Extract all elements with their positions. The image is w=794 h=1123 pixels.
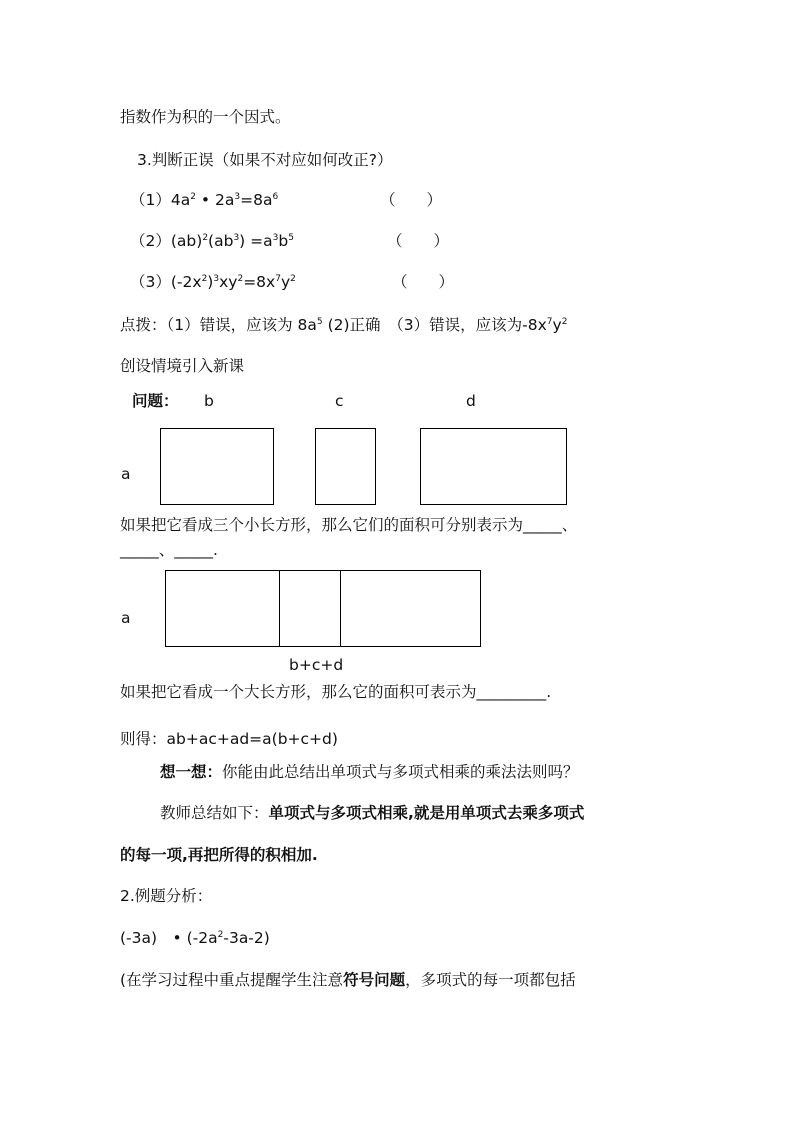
result-line: 则得：ab+ac+ad=a(b+c+d) [120,730,338,748]
question-3-item-1: $(1)4a^2$ • $2a^3=8a^6$ [130,191,279,209]
rect-ad [420,428,567,505]
example-title: 2.例题分析： [120,887,213,905]
think-line: 想一想：你能由此总结出单项式与多项式相乘的乘法法则吗？ [160,763,579,781]
label-c: c [335,392,344,410]
rect-ab [160,428,274,505]
sentence-big-rect: 如果把它看成一个大长方形，那么它的面积可表示为_________. [120,683,552,701]
question-3-item-3: $(3)(-2x^2)^3xy^2=8x^7y^2$ [130,273,296,291]
label-bcd: b+c+d [289,656,344,674]
answer-paren-2: （ ） [387,232,450,250]
answer-paren-3: （ ） [392,273,455,291]
divider-1 [279,571,280,646]
label-b: b [204,392,214,410]
sentence-small-rects: 如果把它看成三个小长方形，那么它们的面积可分别表示为_____、 [120,516,578,534]
label-a-bottom: a [121,609,131,627]
rect-ac [315,428,376,505]
teacher-summary: 教师总结如下：单项式与多项式相乘,就是用单项式去乘多项式 [160,804,585,822]
sentence-small-rects-2: _____、_____. [120,541,218,559]
note-line: (在学习过程中重点提醒学生注意符号问题，多项式的每一项都包括 [120,971,576,989]
example-expression: (-3a) • $(-2a^2-3a-2)$ [120,929,270,947]
hint-line: 点拨：（1）错误，应该为 $8a^5$ (2)正确 （3）错误，应该为$-8x^7y^2$ [120,316,568,334]
question-3-item-2: $(2)(ab)^2(ab^3) =a^3b^5$ [130,232,294,250]
label-a-top: a [121,465,131,483]
problem-label: 问题： [132,392,179,410]
rect-big [165,570,481,647]
label-d: d [466,392,476,410]
answer-paren-1: （ ） [380,191,443,209]
divider-2 [340,571,341,646]
new-lesson-heading: 创设情境引入新课 [120,357,245,375]
intro-line: 指数作为积的一个因式。 [120,108,291,126]
teacher-summary-2: 的每一项,再把所得的积相加. [120,846,318,864]
question-3-title: 3.判断正误（如果不对应如何改正?） [137,151,393,169]
